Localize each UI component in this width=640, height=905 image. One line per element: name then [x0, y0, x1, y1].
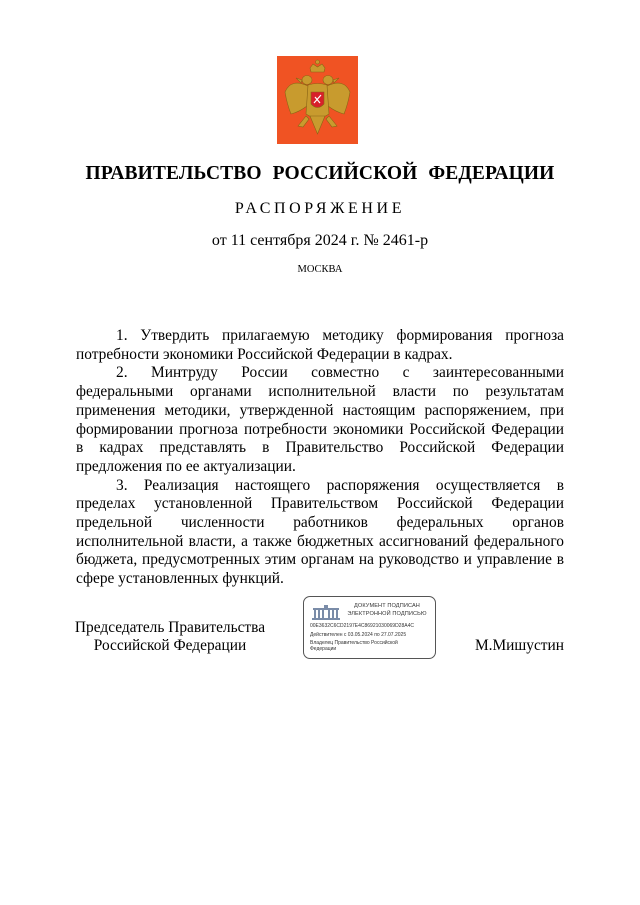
stamp-heading — [342, 603, 432, 618]
stamp-serial: 00E3632C6CD2197E4C86921030069D28A4C — [310, 623, 414, 629]
stamp-heading-line-1: ДОКУМЕНТ ПОДПИСАН — [354, 603, 420, 609]
order-item-2: 2. Минтруду России совместно с заинтересованными федеральными органами исполнительной власти по результатам применения методики, утвержденной настоящим распоряжением, при формировании прогноза потребности экономики Российской Федерации в кадрах представлять в Правительство Российской Федерации предложения по ее актуализации. — [76, 364, 564, 475]
government-building-icon — [310, 604, 342, 621]
electronic-signature-stamp — [303, 596, 436, 659]
russian-coat-of-arms-icon — [277, 56, 358, 144]
government-title: ПРАВИТЕЛЬСТВО РОССИЙСКОЙ ФЕДЕРАЦИИ — [85, 163, 555, 184]
order-item-3: 3. Реализация настоящего распоряжения осуществляется в пределах установленной Правительством Российской Федерации предельной численности работников федеральных органов исполнительной власти, а также бюджетных ассигнований федерального бюджета, предусмотренных этим органам на руководство и управление в сфере установленных функций. — [76, 476, 564, 588]
document-type: РАСПОРЯЖЕНИЕ — [234, 200, 406, 217]
stamp-heading-line-2: ЭЛЕКТРОННОЙ ПОДПИСЬЮ — [347, 610, 427, 617]
signer-position-line-2: Российской Федерации — [93, 637, 247, 654]
stamp-owner-line-1: Владелец Правительство Российской — [310, 640, 398, 646]
signer-position — [70, 619, 270, 655]
order-item-1: 1. Утвердить прилагаемую методику формирования прогноза потребности экономики Российской Федерации в кадрах. — [76, 327, 564, 363]
document-date-number: от 11 сентября 2024 г. № 2461-р — [211, 232, 429, 249]
stamp-owner-line-2: Федерации — [310, 646, 337, 652]
stamp-validity: Действителен с 03.05.2024 по 27.07.2025 — [310, 632, 407, 638]
signer-name: М.Мишустин — [474, 637, 564, 654]
document-city: МОСКВА — [297, 264, 343, 275]
signer-position-line-1: Председатель Правительства — [74, 619, 266, 636]
order-body — [76, 327, 564, 589]
